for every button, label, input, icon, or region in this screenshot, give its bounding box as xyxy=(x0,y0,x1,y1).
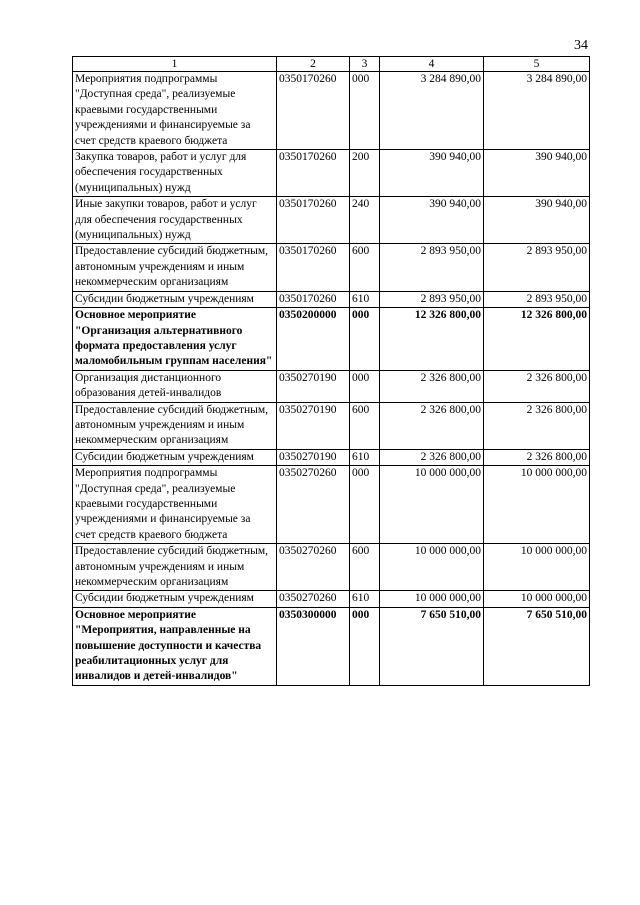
table-row xyxy=(73,150,590,197)
table-row xyxy=(73,591,590,607)
row-code: 0350300000 xyxy=(277,607,350,685)
row-amount-2: 390 940,00 xyxy=(484,197,590,244)
row-name: Предоставление субсидий бюджетным, автономным учреждениям и иным некоммерческим организациям xyxy=(73,544,277,591)
row-kind: 000 xyxy=(350,72,380,150)
row-name: Субсидии бюджетным учреждениям xyxy=(73,291,277,307)
row-amount-1: 2 326 800,00 xyxy=(380,402,484,449)
column-header-amount-2: 5 xyxy=(484,57,590,72)
row-amount-2: 10 000 000,00 xyxy=(484,591,590,607)
column-header-kind: 3 xyxy=(350,57,380,72)
column-header-amount-1: 4 xyxy=(380,57,484,72)
row-name: Предоставление субсидий бюджетным, автономным учреждениям и иным некоммерческим организациям xyxy=(73,402,277,449)
row-name: Закупка товаров, работ и услуг для обеспечения государственных (муниципальных) нужд xyxy=(73,150,277,197)
row-amount-2: 10 000 000,00 xyxy=(484,466,590,544)
table-row xyxy=(73,308,590,371)
row-name: Основное мероприятие "Мероприятия, направленные на повышение доступности и качества реабилитационных услуг для инвалидов и детей-инвалидов" xyxy=(73,607,277,685)
row-code: 0350270190 xyxy=(277,449,350,465)
row-amount-2: 2 326 800,00 xyxy=(484,402,590,449)
row-name: Мероприятия подпрограммы "Доступная среда", реализуемые краевыми государственными учреждениями и финансируемые за счет средств краевого бюджета xyxy=(73,72,277,150)
row-kind: 200 xyxy=(350,150,380,197)
row-kind: 600 xyxy=(350,244,380,291)
row-kind: 610 xyxy=(350,449,380,465)
row-code: 0350170260 xyxy=(277,150,350,197)
row-amount-1: 10 000 000,00 xyxy=(380,591,484,607)
table-row xyxy=(73,466,590,544)
column-header-name: 1 xyxy=(73,57,277,72)
row-kind: 000 xyxy=(350,466,380,544)
row-code: 0350270190 xyxy=(277,402,350,449)
table-row xyxy=(73,197,590,244)
row-amount-2: 10 000 000,00 xyxy=(484,544,590,591)
row-name: Основное мероприятие "Организация альтернативного формата предоставления услуг маломобильным группам населения" xyxy=(73,308,277,371)
table-row xyxy=(73,244,590,291)
page-number: 34 xyxy=(574,38,588,53)
row-code: 0350270190 xyxy=(277,370,350,402)
row-code: 0350170260 xyxy=(277,72,350,150)
row-amount-2: 2 326 800,00 xyxy=(484,449,590,465)
row-amount-2: 12 326 800,00 xyxy=(484,308,590,371)
row-amount-2: 2 893 950,00 xyxy=(484,291,590,307)
row-code: 0350170260 xyxy=(277,291,350,307)
row-amount-1: 10 000 000,00 xyxy=(380,544,484,591)
row-name: Иные закупки товаров, работ и услуг для обеспечения государственных (муниципальных) нужд xyxy=(73,197,277,244)
table-row xyxy=(73,291,590,307)
table-row xyxy=(73,402,590,449)
table-row xyxy=(73,607,590,685)
row-amount-1: 390 940,00 xyxy=(380,197,484,244)
row-amount-2: 390 940,00 xyxy=(484,150,590,197)
row-kind: 610 xyxy=(350,591,380,607)
row-amount-1: 2 326 800,00 xyxy=(380,370,484,402)
row-code: 0350270260 xyxy=(277,591,350,607)
row-code: 0350270260 xyxy=(277,544,350,591)
row-name: Субсидии бюджетным учреждениям xyxy=(73,449,277,465)
row-kind: 000 xyxy=(350,308,380,371)
row-amount-1: 3 284 890,00 xyxy=(380,72,484,150)
row-kind: 610 xyxy=(350,291,380,307)
budget-table xyxy=(72,56,590,686)
row-name: Предоставление субсидий бюджетным, автономным учреждениям и иным некоммерческим организациям xyxy=(73,244,277,291)
row-kind: 000 xyxy=(350,607,380,685)
row-amount-2: 3 284 890,00 xyxy=(484,72,590,150)
row-kind: 600 xyxy=(350,402,380,449)
table-row xyxy=(73,544,590,591)
row-kind: 240 xyxy=(350,197,380,244)
row-amount-1: 2 893 950,00 xyxy=(380,244,484,291)
table-row xyxy=(73,449,590,465)
row-name: Мероприятия подпрограммы "Доступная среда", реализуемые краевыми государственными учреждениями и финансируемые за счет средств краевого бюджета xyxy=(73,466,277,544)
table-row xyxy=(73,370,590,402)
row-code: 0350170260 xyxy=(277,197,350,244)
row-amount-2: 2 326 800,00 xyxy=(484,370,590,402)
row-name: Организация дистанционного образования детей-инвалидов xyxy=(73,370,277,402)
row-amount-2: 2 893 950,00 xyxy=(484,244,590,291)
table-row xyxy=(73,72,590,150)
row-kind: 600 xyxy=(350,544,380,591)
row-code: 0350270260 xyxy=(277,466,350,544)
row-amount-1: 12 326 800,00 xyxy=(380,308,484,371)
row-code: 0350170260 xyxy=(277,244,350,291)
column-header-code: 2 xyxy=(277,57,350,72)
table-header-row xyxy=(73,57,590,72)
row-amount-1: 7 650 510,00 xyxy=(380,607,484,685)
row-amount-2: 7 650 510,00 xyxy=(484,607,590,685)
row-amount-1: 2 893 950,00 xyxy=(380,291,484,307)
row-amount-1: 10 000 000,00 xyxy=(380,466,484,544)
row-amount-1: 390 940,00 xyxy=(380,150,484,197)
row-name: Субсидии бюджетным учреждениям xyxy=(73,591,277,607)
row-amount-1: 2 326 800,00 xyxy=(380,449,484,465)
row-kind: 000 xyxy=(350,370,380,402)
row-code: 0350200000 xyxy=(277,308,350,371)
